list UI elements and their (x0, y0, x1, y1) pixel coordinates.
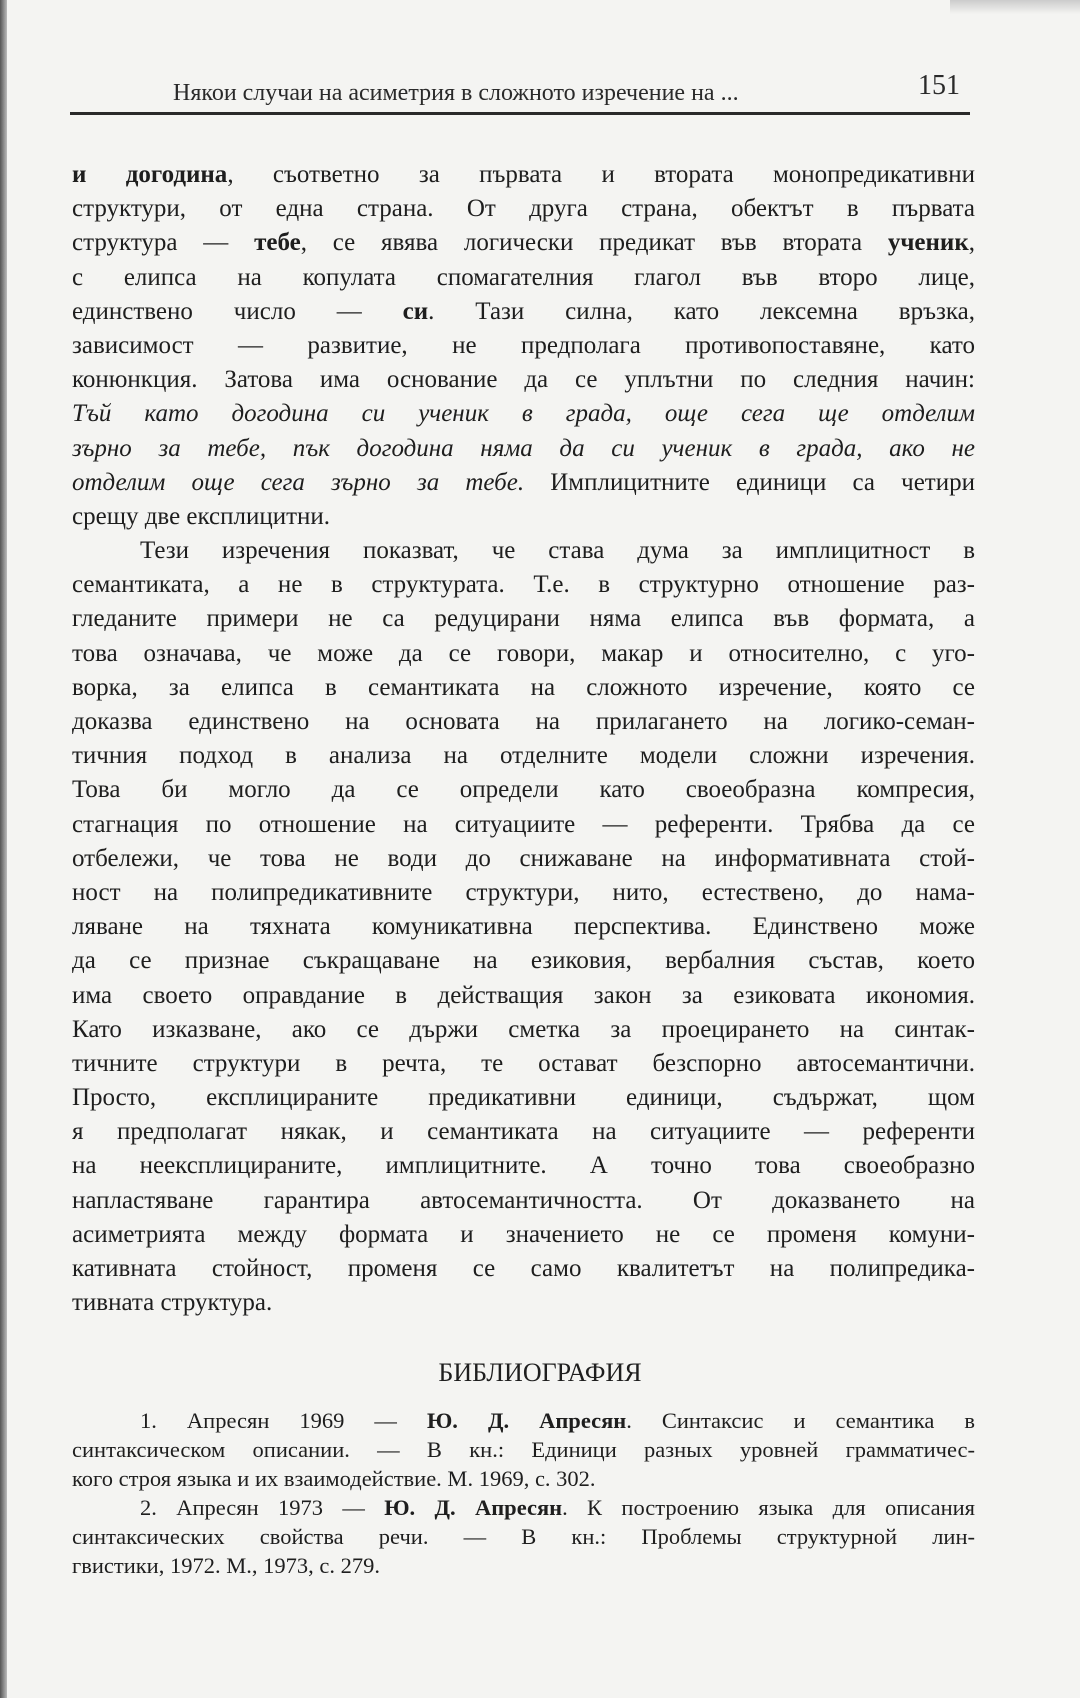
text-run: . Синтаксис и семантика в (626, 1408, 975, 1433)
text-run: 1. Апресян 1969 — (140, 1408, 427, 1433)
paragraph-line (72, 773, 975, 807)
bib-entry-line (72, 1406, 975, 1435)
paragraph-line (72, 568, 975, 602)
text-run: да се признае съкращаване на езиковия, вербалния състав, което (72, 947, 975, 975)
text-run: структури, от една страна. От друга страна, обектът в първата (72, 195, 975, 223)
paragraph-line (72, 295, 975, 329)
text-run: тичния подход в анализа на отделните модели сложни изречения. (72, 742, 975, 770)
bold-text: си (402, 297, 429, 325)
paragraph-line (72, 671, 975, 705)
paragraph-line (72, 261, 975, 295)
paragraph-line (72, 363, 975, 397)
bibliography-list (72, 1406, 975, 1580)
paragraph-line (72, 637, 975, 671)
paragraph-line (72, 1149, 975, 1183)
text-run: на неексплицираните, имплицитните. А точно това своеобразно (72, 1152, 975, 1180)
text-run: Тези изречения показват, че става дума за имплицитност в (140, 537, 975, 565)
text-run: , (968, 229, 975, 257)
paragraph-line (72, 1184, 975, 1218)
bold-text: и догодина (72, 161, 228, 188)
text-run: . К построению языка для описания (562, 1495, 975, 1520)
bold-text: тебе (254, 229, 301, 257)
paragraph-line (72, 1115, 975, 1149)
paragraph-line (72, 1081, 975, 1115)
text-run: Като изказване, ако се държи сметка за проецирането на синтак- (72, 1015, 975, 1043)
paragraph-line (72, 944, 975, 978)
text-run: кого строя языка и их взаимодействие. М. 1969, с. 302. (72, 1466, 596, 1491)
page-number: 151 (918, 70, 960, 101)
text-run: ворка, за елипса в семантиката на сложното изречение, която се (72, 673, 975, 701)
text-run: , се явява логически предикат във втората (300, 229, 888, 257)
text-run: конюнкция. Затова има основание да се уплътни по следния начин: (72, 366, 975, 394)
text-run: асиметрията между формата и значението не се променя комуни- (72, 1220, 975, 1248)
bib-entry-line (72, 1522, 975, 1551)
text-run: семантиката, а не в структурата. Т.е. в структурно отношение раз- (72, 571, 975, 599)
text-run: тичните структури в речта, те остават безспорно автосемантични. (72, 1049, 975, 1077)
text-run: има своето оправдание в действащия закон за езиковата икономия. (72, 981, 975, 1009)
text-run: Това би могло да се определи като своеобразна компресия, (72, 776, 975, 804)
paragraph-line (72, 329, 975, 363)
text-run: доказва единствено на основата на прилагането на логико-семан- (72, 708, 975, 735)
text-run: това означава, че може да се говори, макар и относително, с уго- (72, 639, 975, 667)
text-run: я предполагат някак, и семантиката на ситуациите — референти (72, 1118, 975, 1146)
text-run: кативната стойност, променя се само квалитетът на полипредика- (72, 1255, 975, 1282)
text-run: напластяване гарантира автосемантичността. От доказването на (72, 1186, 975, 1214)
text-run: единствено число — (72, 297, 403, 325)
bold-text: Ю. Д. Апресян (384, 1495, 563, 1520)
text-run: ност на полипредикативните структури, нито, естествено, до нама- (72, 878, 975, 906)
bib-entry-line (72, 1493, 975, 1522)
paragraph-line (72, 500, 975, 534)
paragraph-line (72, 602, 975, 636)
paragraph-line (72, 1218, 975, 1252)
header-rule (70, 112, 970, 115)
paragraph-line (72, 1252, 975, 1286)
paragraph-line (72, 158, 975, 192)
text-run: Просто, експлицираните предикативни единици, съдържат, щом (72, 1084, 975, 1112)
text-run: гвистики, 1972. М., 1973, с. 279. (72, 1553, 380, 1578)
bib-entry-line (72, 1551, 975, 1580)
text-run: тивната структура. (72, 1289, 273, 1317)
bold-text: Ю. Д. Апресян (426, 1408, 627, 1433)
bib-entry-line (72, 1435, 975, 1464)
paragraph-line (72, 910, 975, 944)
paragraph-line (72, 705, 975, 739)
italic-text: зърно за тебе, пък догодина няма да си ученик в града, ако не (72, 434, 975, 462)
scan-shadow (950, 0, 1080, 14)
paragraph-line (72, 876, 975, 910)
scan-edge (0, 0, 7, 1698)
text-run: , съответно за първата и втората монопредикативни (227, 161, 975, 188)
paragraph-line (72, 979, 975, 1013)
text-run: срещу две експлицитни. (72, 502, 331, 530)
paragraph-line (72, 739, 975, 773)
paragraph-line (72, 808, 975, 842)
paragraph-line (72, 1286, 975, 1320)
bibliography-heading: БИБЛИОГРАФИЯ (438, 1358, 642, 1387)
body-text (72, 158, 975, 1320)
paragraph-line (72, 466, 975, 500)
paragraph-line (72, 1047, 975, 1081)
text-run: гледаните примери не са редуцирани няма елипса във формата, а (72, 605, 975, 633)
paragraph-line (72, 1013, 975, 1047)
italic-text: Тъй като догодина си ученик в града, още сега ще отделим (72, 400, 975, 428)
paragraph-line (72, 226, 975, 260)
paragraph-line (72, 534, 975, 568)
paragraph-line (72, 192, 975, 226)
text-run: с елипса на копулата спомагателния глагол във второ лице, (72, 263, 975, 291)
text-run: структура — (72, 229, 255, 257)
text-run: синтаксическом описании. — В кн.: Единици разных уровней грамматичес- (72, 1437, 975, 1462)
paragraph-line (72, 842, 975, 876)
text-run: Имплицитните единици са четири (524, 468, 975, 496)
running-header: Някои случаи на асиметрия в сложното изречение на ... (173, 80, 739, 106)
text-run: ляване на тяхната комуникативна перспектива. Единствено може (72, 913, 975, 941)
italic-text: отделим още сега зърно за тебе. (72, 468, 525, 496)
text-run: стагнация по отношение на ситуациите — референти. Трябва да се (72, 810, 975, 838)
text-run: синтаксических свойства речи. — В кн.: Проблемы структурной лин- (72, 1524, 975, 1549)
paragraph-line (72, 432, 975, 466)
paragraph-line (72, 397, 975, 431)
bib-entry-line (72, 1464, 975, 1493)
text-run: 2. Апресян 1973 — (140, 1495, 385, 1520)
text-run: . Тази силна, като лексемна връзка, (428, 297, 975, 325)
bold-text: ученик (887, 229, 969, 257)
text-run: отбележи, че това не води до снижаване на информативната стой- (72, 844, 975, 872)
text-run: зависимост — развитие, не предполага противопоставяне, като (72, 331, 975, 359)
